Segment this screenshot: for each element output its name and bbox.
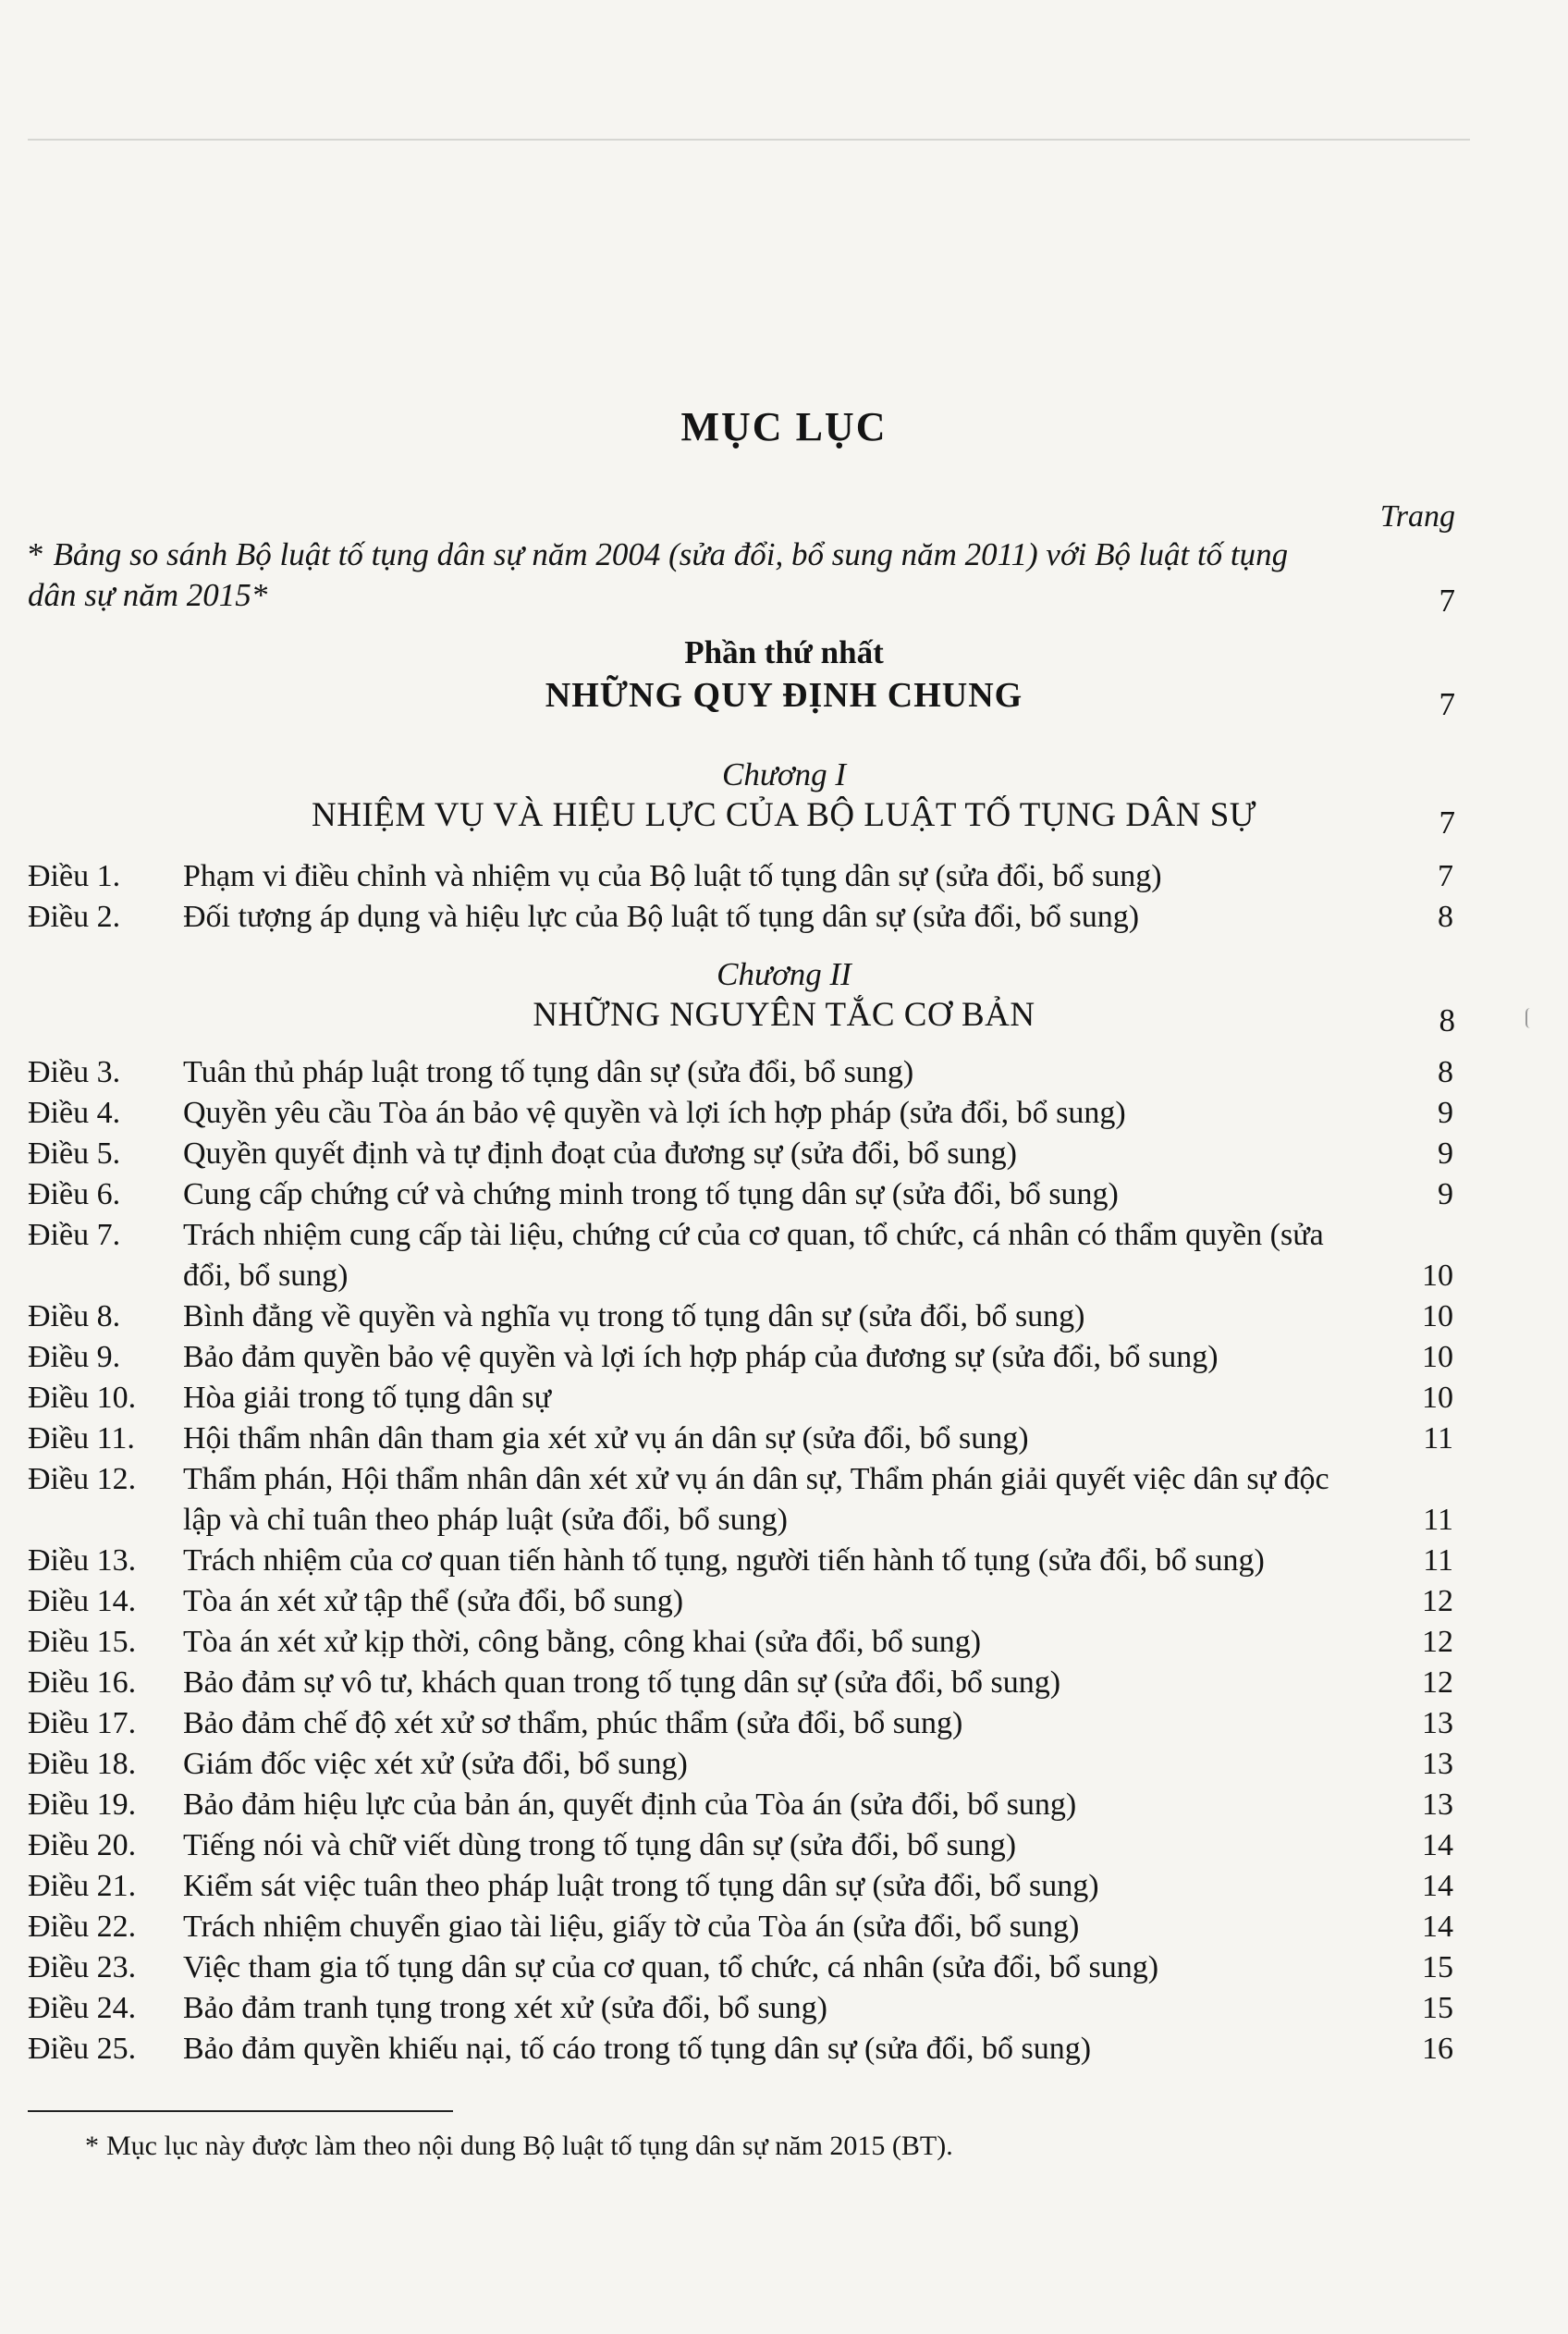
entry-title: Phạm vi điều chỉnh và nhiệm vụ của Bộ luật tố tụng dân sự (sửa đổi, bổ sung) [183, 859, 1162, 893]
entry-title: Bảo đảm sự vô tư, khách quan trong tố tụng dân sự (sửa đổi, bổ sung) [183, 1665, 1061, 1700]
entry-number: Điều 13. [28, 1543, 137, 1578]
chapter-page-number: 8 [1439, 1002, 1455, 1038]
entry-page-number: 14 [1422, 1910, 1453, 1944]
page-title: MỤC LỤC [680, 404, 888, 449]
part-title: NHỮNG QUY ĐỊNH CHUNG [545, 676, 1023, 715]
entry-page-number: 12 [1422, 1584, 1453, 1618]
entry-title: Trách nhiệm cung cấp tài liệu, chứng cứ của cơ quan, tổ chức, cá nhân có thẩm quyền (sửa đổi, bổ sung) [183, 1218, 1324, 1293]
entry-title: Tiếng nói và chữ viết dùng trong tố tụng dân sự (sửa đổi, bổ sung) [183, 1828, 1017, 1862]
chapter-label: Chương II [717, 956, 851, 992]
entry-page-number: 10 [1422, 1299, 1453, 1333]
entry-page-number: 12 [1422, 1665, 1453, 1700]
entry-number: Điều 5. [28, 1136, 121, 1171]
footnote-rule [28, 2110, 453, 2112]
intro-text: Bảng so sánh Bộ luật tố tụng dân sự năm 2004 (sửa đổi, bổ sung năm 2011) với Bộ luật tố tụng dân sự năm 2015* [28, 536, 1289, 613]
entry-page-number: 13 [1422, 1747, 1453, 1781]
entry-page-number: 9 [1438, 1177, 1453, 1211]
entry-page-number: 7 [1438, 859, 1453, 893]
entry-number: Điều 22. [28, 1910, 137, 1944]
entry-number: Điều 11. [28, 1421, 135, 1456]
entry-title: Cung cấp chứng cứ và chứng minh trong tố tụng dân sự (sửa đổi, bổ sung) [183, 1177, 1119, 1211]
entry-title: Thẩm phán, Hội thẩm nhân dân xét xử vụ án dân sự, Thẩm phán giải quyết việc dân sự độc lập và chỉ tuân theo pháp luật (sửa đổi, bổ sung) [183, 1462, 1329, 1537]
entry-title: Quyền quyết định và tự định đoạt của đương sự (sửa đổi, bổ sung) [183, 1136, 1017, 1171]
part-page-number: 7 [1439, 686, 1455, 722]
entry-number: Điều 20. [28, 1828, 137, 1862]
part-label: Phần thứ nhất [684, 634, 884, 670]
intro-marker: * [28, 536, 44, 572]
intro-entry [28, 534, 1341, 616]
entry-page-number: 8 [1438, 1055, 1453, 1089]
entry-title: Việc tham gia tố tụng dân sự của cơ quan, tổ chức, cá nhân (sửa đổi, bổ sung) [183, 1950, 1159, 1984]
entry-number: Điều 18. [28, 1747, 137, 1781]
entry-number: Điều 3. [28, 1055, 121, 1089]
entry-title: Kiểm sát việc tuân theo pháp luật trong tố tụng dân sự (sửa đổi, bổ sung) [183, 1869, 1099, 1903]
entry-title: Trách nhiệm chuyển giao tài liệu, giấy tờ của Tòa án (sửa đổi, bổ sung) [183, 1910, 1080, 1944]
entry-number: Điều 23. [28, 1950, 137, 1984]
entry-page-number: 13 [1422, 1787, 1453, 1822]
entry-title: Hòa giải trong tố tụng dân sự [183, 1381, 552, 1415]
entry-number: Điều 2. [28, 900, 121, 934]
chapter-label: Chương I [721, 756, 847, 792]
entry-title: Quyền yêu cầu Tòa án bảo vệ quyền và lợi ích hợp pháp (sửa đổi, bổ sung) [183, 1096, 1126, 1130]
entry-number: Điều 19. [28, 1787, 137, 1822]
entry-number: Điều 8. [28, 1299, 121, 1333]
entry-page-number: 12 [1422, 1625, 1453, 1659]
entry-page-number: 11 [1423, 1543, 1453, 1578]
entry-number: Điều 4. [28, 1096, 121, 1130]
entry-page-number: 10 [1422, 1381, 1453, 1415]
entry-page-number: 11 [1423, 1421, 1453, 1456]
entry-number: Điều 25. [28, 2032, 137, 2066]
footnote-text: Mục lục này được làm theo nội dung Bộ luật tố tụng dân sự năm 2015 (BT). [106, 2131, 953, 2161]
bleed-through-rule [28, 139, 1470, 141]
entry-page-number: 9 [1438, 1096, 1453, 1130]
entry-title: Tuân thủ pháp luật trong tố tụng dân sự (sửa đổi, bổ sung) [183, 1055, 914, 1089]
entry-number: Điều 6. [28, 1177, 121, 1211]
entry-title: Hội thẩm nhân dân tham gia xét xử vụ án dân sự (sửa đổi, bổ sung) [183, 1421, 1029, 1456]
bleed-through-header [55, 85, 1461, 122]
page-column-label: Trang [1379, 499, 1455, 534]
entry-number: Điều 17. [28, 1706, 137, 1740]
entry-title: Trách nhiệm của cơ quan tiến hành tố tụng, người tiến hành tố tụng (sửa đổi, bổ sung) [183, 1543, 1265, 1578]
entry-page-number: 8 [1438, 900, 1453, 934]
entry-title: Bảo đảm tranh tụng trong xét xử (sửa đổi, bổ sung) [183, 1991, 827, 2025]
entry-number: Điều 15. [28, 1625, 137, 1659]
entry-title: Bảo đảm hiệu lực của bản án, quyết định của Tòa án (sửa đổi, bổ sung) [183, 1787, 1077, 1822]
entry-number: Điều 7. [28, 1218, 121, 1252]
entry-number: Điều 24. [28, 1991, 137, 2025]
entry-title: Tòa án xét xử kịp thời, công bằng, công khai (sửa đổi, bổ sung) [183, 1625, 982, 1659]
entry-title: Bảo đảm quyền khiếu nại, tố cáo trong tố tụng dân sự (sửa đổi, bổ sung) [183, 2032, 1092, 2066]
entry-title: Bảo đảm quyền bảo vệ quyền và lợi ích hợp pháp của đương sự (sửa đổi, bổ sung) [183, 1340, 1219, 1374]
entry-title: Bảo đảm chế độ xét xử sơ thẩm, phúc thẩm (sửa đổi, bổ sung) [183, 1706, 963, 1740]
entry-number: Điều 14. [28, 1584, 137, 1618]
chapter-title: NHỮNG NGUYÊN TẮC CƠ BẢN [533, 996, 1035, 1034]
entry-page-number: 16 [1422, 2032, 1453, 2066]
entry-number: Điều 1. [28, 859, 121, 893]
entry-page-number: 15 [1422, 1950, 1453, 1984]
footnote-marker: * [85, 2131, 99, 2161]
entry-number: Điều 10. [28, 1381, 137, 1415]
entry-number: Điều 21. [28, 1869, 137, 1903]
intro-page-number: 7 [1439, 583, 1455, 619]
entry-page-number: 14 [1422, 1828, 1453, 1862]
entry-page-number: 11 [1423, 1503, 1453, 1537]
entry-page-number: 10 [1422, 1340, 1453, 1374]
entry-page-number: 14 [1422, 1869, 1453, 1903]
chapter-title: NHIỆM VỤ VÀ HIỆU LỰC CỦA BỘ LUẬT TỐ TỤNG DÂN SỰ [311, 796, 1257, 834]
entry-number: Điều 9. [28, 1340, 121, 1374]
entry-number: Điều 16. [28, 1665, 137, 1700]
entry-title: Giám đốc việc xét xử (sửa đổi, bổ sung) [183, 1747, 688, 1781]
entry-page-number: 13 [1422, 1706, 1453, 1740]
entry-page-number: 9 [1438, 1136, 1453, 1171]
chapter-page-number: 7 [1439, 805, 1455, 841]
entry-number: Điều 12. [28, 1462, 137, 1496]
entry-title: Bình đẳng về quyền và nghĩa vụ trong tố tụng dân sự (sửa đổi, bổ sung) [183, 1299, 1085, 1333]
entry-page-number: 15 [1422, 1991, 1453, 2025]
entry-title: Đối tượng áp dụng và hiệu lực của Bộ luật tố tụng dân sự (sửa đổi, bổ sung) [183, 900, 1140, 934]
footnote [85, 2131, 953, 2162]
entry-title: Tòa án xét xử tập thể (sửa đổi, bổ sung) [183, 1584, 684, 1618]
margin-mark [1525, 1008, 1535, 1028]
entry-page-number: 10 [1422, 1259, 1453, 1293]
